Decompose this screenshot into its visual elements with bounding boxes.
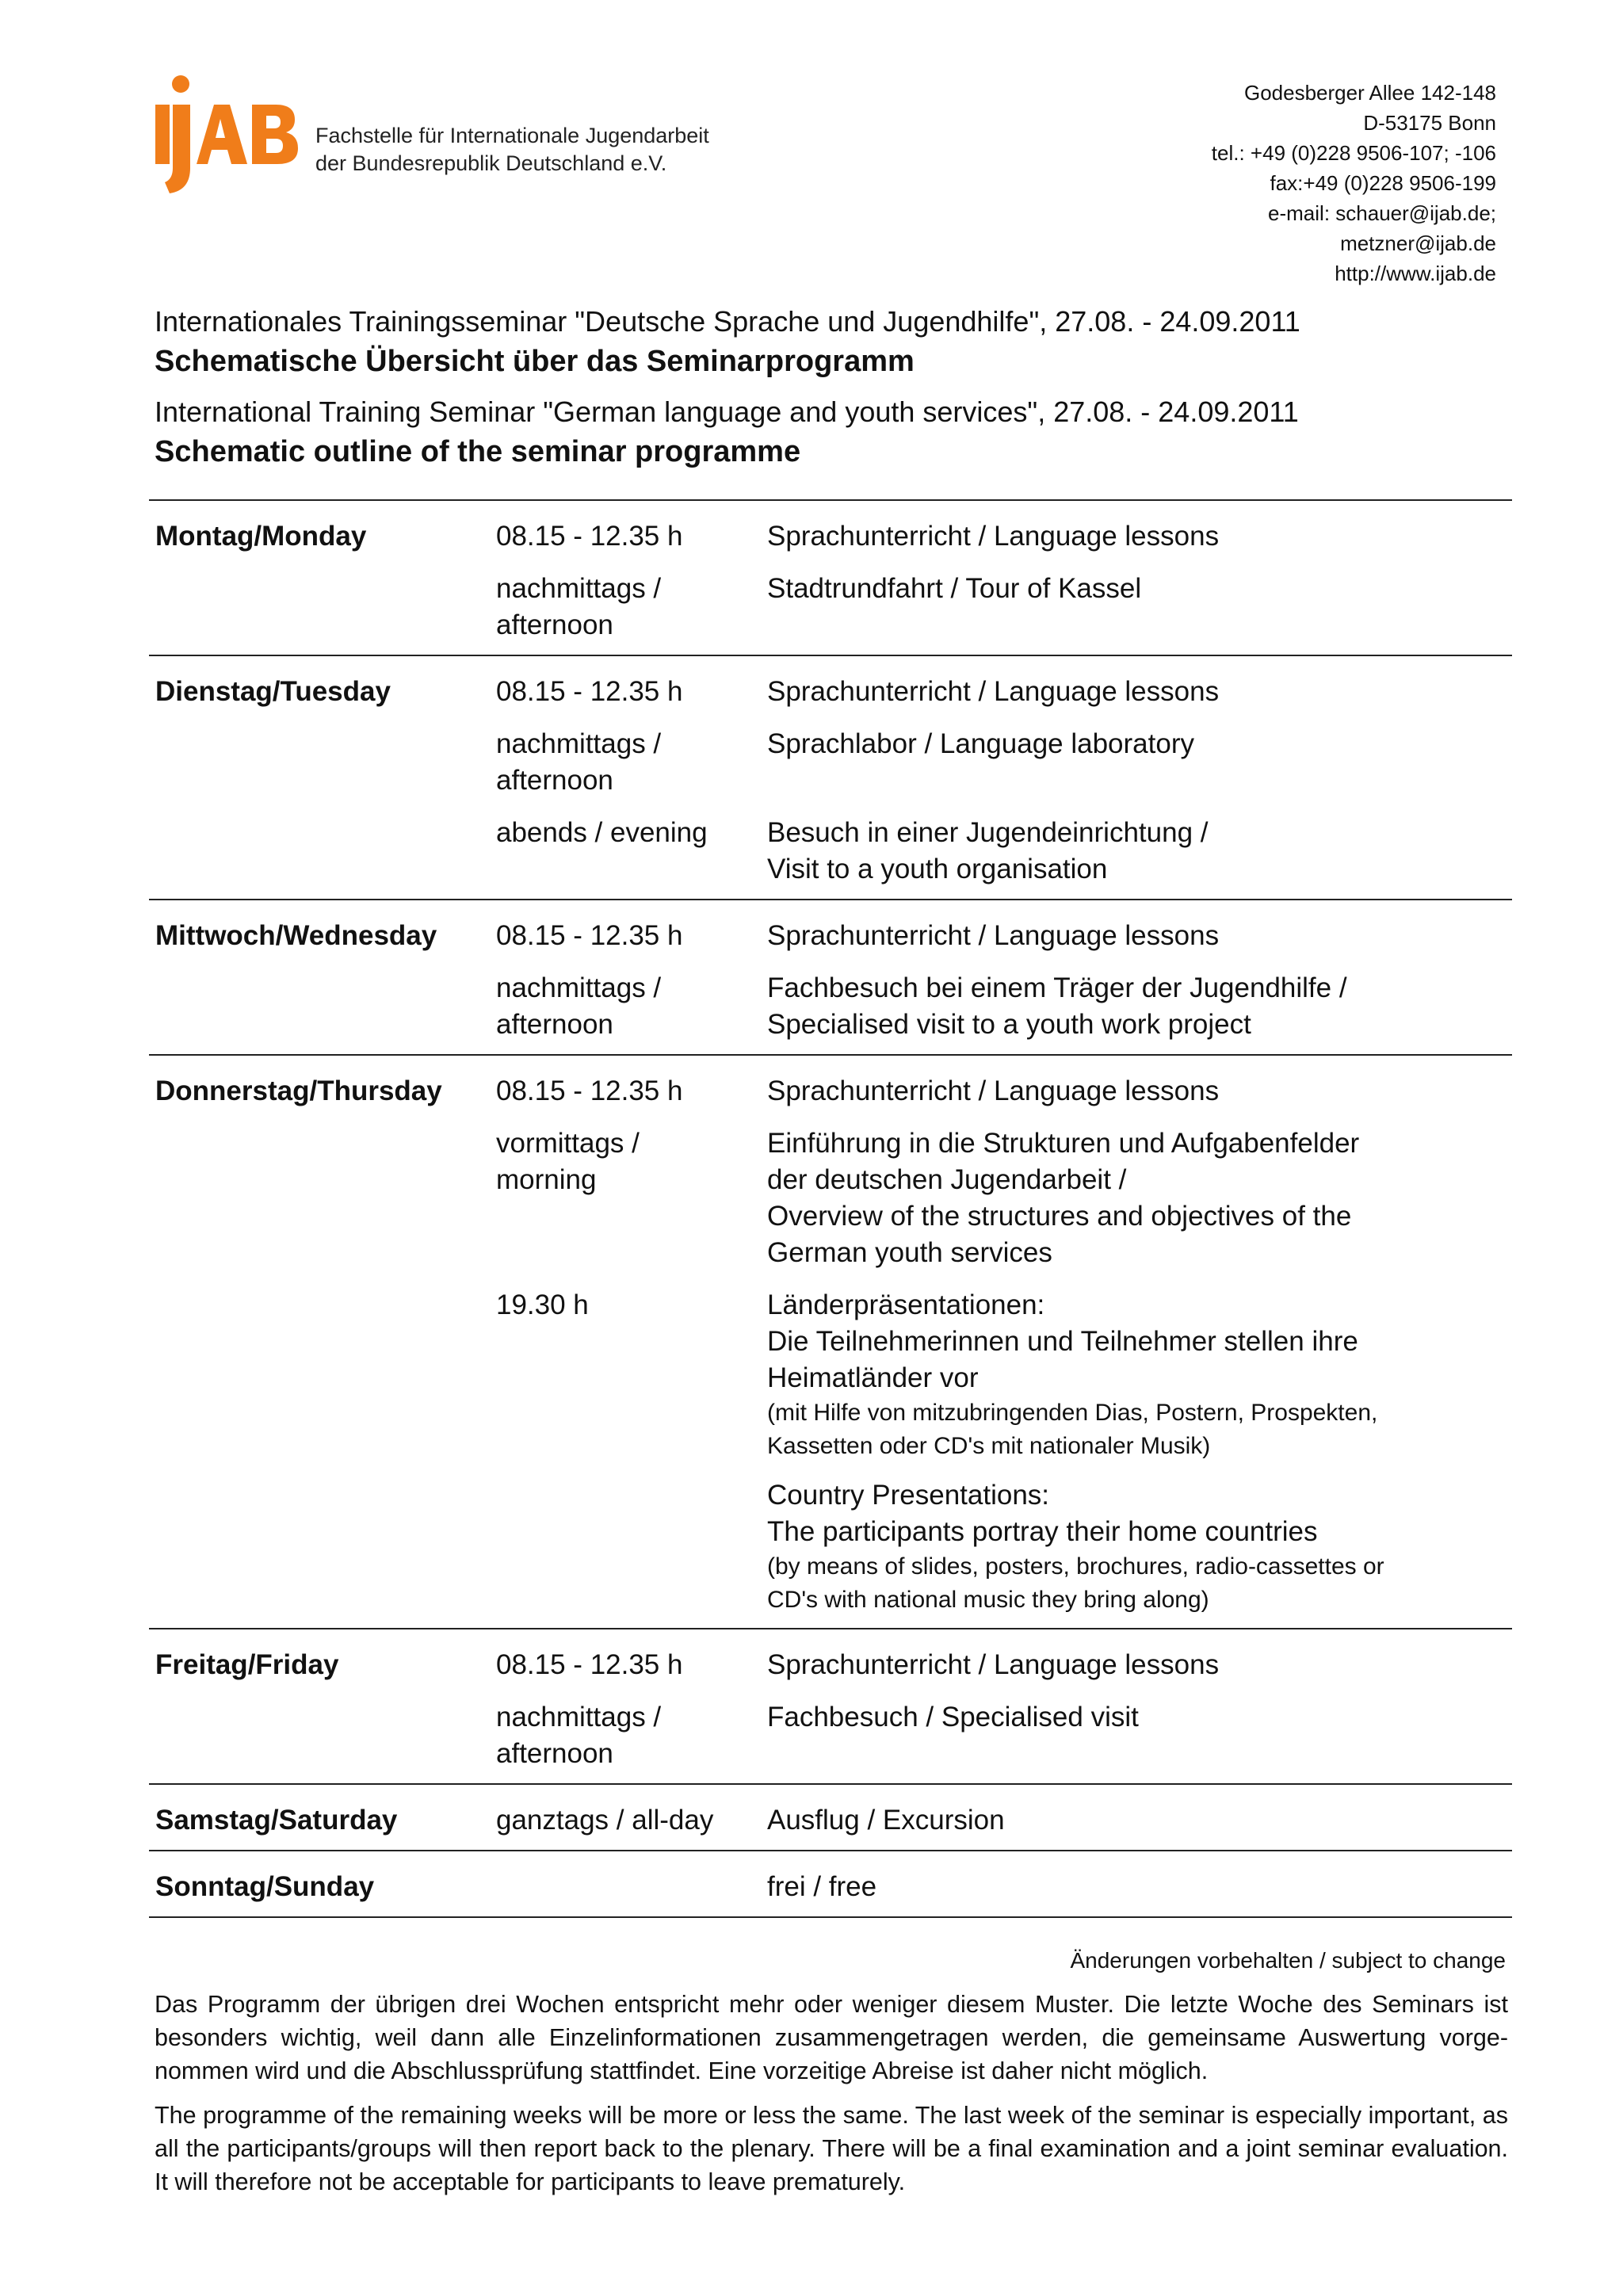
day-name: Samstag/Saturday bbox=[155, 1805, 398, 1836]
change-notice: Änderungen vorbehalten / subject to change bbox=[1070, 1948, 1506, 1973]
schedule-slot bbox=[496, 970, 1512, 1043]
activity-line: Sprachunterricht / Language lessons bbox=[767, 920, 1220, 951]
heading-en: Schematic outline of the seminar programme bbox=[155, 435, 801, 468]
activity-line: frei / free bbox=[767, 1871, 877, 1902]
schedule-table bbox=[149, 499, 1512, 1918]
contact-address bbox=[1212, 78, 1496, 288]
schedule-slot bbox=[496, 815, 1512, 888]
day-slots bbox=[496, 1073, 1512, 1617]
day-slots bbox=[496, 674, 1512, 888]
schedule-slot bbox=[496, 1125, 1512, 1271]
address-email-2: metzner@ijab.de bbox=[1340, 231, 1496, 255]
slot-time: 08.15 - 12.35 h bbox=[496, 676, 683, 707]
day-slots bbox=[496, 518, 1512, 644]
heading-de: Schematische Übersicht über das Seminarprogramm bbox=[155, 345, 915, 378]
activity-line: Sprachlabor / Language laboratory bbox=[767, 728, 1194, 759]
activity-note: (by means of slides, posters, brochures, radio-cassettes or bbox=[767, 1553, 1384, 1580]
activity-block bbox=[767, 1287, 1512, 1463]
activity-line: Besuch in einer Jugendeinrichtung / bbox=[767, 817, 1209, 848]
activity-line: Sprachunterricht / Language lessons bbox=[767, 521, 1220, 552]
slot-activity bbox=[767, 1125, 1512, 1271]
activity-line: Heimatländer vor bbox=[767, 1362, 979, 1393]
schedule-slot bbox=[496, 674, 1512, 710]
activity-line: Country Presentations: bbox=[767, 1480, 1050, 1511]
day-name: Dienstag/Tuesday bbox=[155, 676, 391, 707]
slot-activity bbox=[767, 1699, 1512, 1772]
organization-name-line-2: der Bundesrepublik Deutschland e.V. bbox=[315, 151, 667, 175]
schedule-day-row bbox=[149, 656, 1512, 900]
activity-line: Stadtrundfahrt / Tour of Kassel bbox=[767, 573, 1142, 604]
day-name: Donnerstag/Thursday bbox=[155, 1075, 442, 1106]
activity-line: Ausflug / Excursion bbox=[767, 1805, 1005, 1836]
activity-line: Sprachunterricht / Language lessons bbox=[767, 1649, 1220, 1680]
slot-time: 08.15 - 12.35 h bbox=[496, 521, 683, 552]
ijab-logo-mark bbox=[151, 73, 301, 200]
schedule-day-row bbox=[149, 1785, 1512, 1851]
schedule-slot bbox=[496, 1869, 1512, 1905]
schedule-slot bbox=[496, 1802, 1512, 1839]
activity-line: Specialised visit to a youth work project bbox=[767, 1009, 1251, 1040]
slot-activity bbox=[767, 726, 1512, 799]
activity-line: der deutschen Jugendarbeit / bbox=[767, 1164, 1127, 1195]
schedule-day-row bbox=[149, 1056, 1512, 1629]
slot-activity bbox=[767, 674, 1512, 710]
slot-time: vormittags / morning bbox=[496, 1128, 640, 1195]
slot-activity bbox=[767, 1287, 1512, 1617]
slot-time: nachmittags / afternoon bbox=[496, 1702, 662, 1769]
activity-line: Visit to a youth organisation bbox=[767, 854, 1108, 884]
schedule-day-row bbox=[149, 1629, 1512, 1785]
slot-activity bbox=[767, 571, 1512, 644]
paragraph-de: Das Programm der übrigen drei Wochen entspricht mehr oder weniger diesem Muster. Die letzte Woche des Seminars ist besonders wichtig, weil dann alle Einzelinformationen zusammengetragen werden, die gemeinsame Auswertung vorge-nommen wird und die Abschlussprüfung stattfindet. Eine vorzeitige Abreise ist daher nicht möglich. bbox=[155, 1991, 1508, 2084]
ijab-logo bbox=[151, 73, 721, 200]
schedule-day-row bbox=[149, 501, 1512, 656]
slot-activity bbox=[767, 1802, 1512, 1839]
slot-time: nachmittags / afternoon bbox=[496, 972, 662, 1040]
schedule-slot bbox=[496, 571, 1512, 644]
activity-note: Kassetten oder CD's mit nationaler Musik) bbox=[767, 1433, 1211, 1459]
slot-time: 19.30 h bbox=[496, 1289, 589, 1320]
slot-activity bbox=[767, 1647, 1512, 1683]
activity-block bbox=[767, 1477, 1512, 1617]
activity-line: Die Teilnehmerinnen und Teilnehmer stellen ihre bbox=[767, 1326, 1358, 1357]
activity-line: Sprachunterricht / Language lessons bbox=[767, 676, 1220, 707]
organization-name bbox=[315, 122, 709, 178]
slot-activity bbox=[767, 1869, 1512, 1905]
slot-activity bbox=[767, 518, 1512, 555]
day-name: Mittwoch/Wednesday bbox=[155, 920, 437, 951]
schedule-day-row bbox=[149, 1851, 1512, 1918]
schedule-slot bbox=[496, 1647, 1512, 1683]
activity-line: German youth services bbox=[767, 1237, 1052, 1268]
slot-time: ganztags / all-day bbox=[496, 1805, 714, 1836]
seminar-title-de: Internationales Trainingsseminar "Deutsche Sprache und Jugendhilfe", 27.08. - 24.09.2011 bbox=[155, 305, 1300, 338]
activity-line: Fachbesuch bei einem Träger der Jugendhilfe / bbox=[767, 972, 1347, 1003]
day-name: Freitag/Friday bbox=[155, 1649, 339, 1680]
activity-line: Länderpräsentationen: bbox=[767, 1289, 1045, 1320]
slot-time: 08.15 - 12.35 h bbox=[496, 1649, 683, 1680]
schedule-slot bbox=[496, 918, 1512, 954]
day-slots bbox=[496, 918, 1512, 1043]
address-street: Godesberger Allee 142-148 bbox=[1243, 81, 1496, 105]
schedule-slot bbox=[496, 1699, 1512, 1772]
address-city: D-53175 Bonn bbox=[1363, 111, 1496, 135]
document-titles bbox=[155, 301, 1502, 471]
day-slots bbox=[496, 1802, 1512, 1839]
closing-paragraphs bbox=[155, 1988, 1508, 2210]
slot-activity bbox=[767, 970, 1512, 1043]
day-slots bbox=[496, 1647, 1512, 1772]
schedule-day-row bbox=[149, 900, 1512, 1056]
seminar-title-en: International Training Seminar "German language and youth services", 27.08. - 24.09.2011 bbox=[155, 395, 1299, 428]
address-phone: tel.: +49 (0)228 9506-107; -106 bbox=[1211, 141, 1496, 165]
schedule-slot bbox=[496, 726, 1512, 799]
slot-time: abends / evening bbox=[496, 817, 708, 848]
slot-time bbox=[496, 1869, 767, 1905]
address-website: http://www.ijab.de bbox=[1335, 262, 1496, 285]
slot-time: nachmittags / afternoon bbox=[496, 728, 662, 796]
slot-time: 08.15 - 12.35 h bbox=[496, 920, 683, 951]
slot-activity bbox=[767, 918, 1512, 954]
activity-line: Sprachunterricht / Language lessons bbox=[767, 1075, 1220, 1106]
activity-note: (mit Hilfe von mitzubringenden Dias, Postern, Prospekten, bbox=[767, 1400, 1378, 1426]
day-slots bbox=[496, 1869, 1512, 1905]
schedule-slot bbox=[496, 1073, 1512, 1110]
activity-line: Einführung in die Strukturen und Aufgabenfelder bbox=[767, 1128, 1360, 1159]
activity-line: The participants portray their home countries bbox=[767, 1516, 1318, 1547]
activity-line: Fachbesuch / Specialised visit bbox=[767, 1702, 1139, 1733]
activity-note: CD's with national music they bring along) bbox=[767, 1587, 1209, 1613]
schedule-slot bbox=[496, 518, 1512, 555]
slot-time: 08.15 - 12.35 h bbox=[496, 1075, 683, 1106]
slot-activity bbox=[767, 815, 1512, 888]
schedule-slot bbox=[496, 1287, 1512, 1617]
slot-time: nachmittags / afternoon bbox=[496, 573, 662, 640]
address-email-1: e-mail: schauer@ijab.de; bbox=[1268, 201, 1496, 225]
address-fax: fax:+49 (0)228 9506-199 bbox=[1270, 171, 1496, 195]
day-name: Montag/Monday bbox=[155, 521, 367, 552]
slot-activity bbox=[767, 1073, 1512, 1110]
day-name: Sonntag/Sunday bbox=[155, 1871, 375, 1902]
paragraph-en: The programme of the remaining weeks will be more or less the same. The last week of the seminar is especially important, as all the participants/groups will then report back to the plenary. There will be a final examination and a joint seminar evaluation. It will therefore not be acceptable for participants to leave prematurely. bbox=[155, 2102, 1508, 2195]
activity-line: Overview of the structures and objectives of the bbox=[767, 1201, 1352, 1232]
organization-name-line-1: Fachstelle für Internationale Jugendarbeit bbox=[315, 124, 709, 147]
